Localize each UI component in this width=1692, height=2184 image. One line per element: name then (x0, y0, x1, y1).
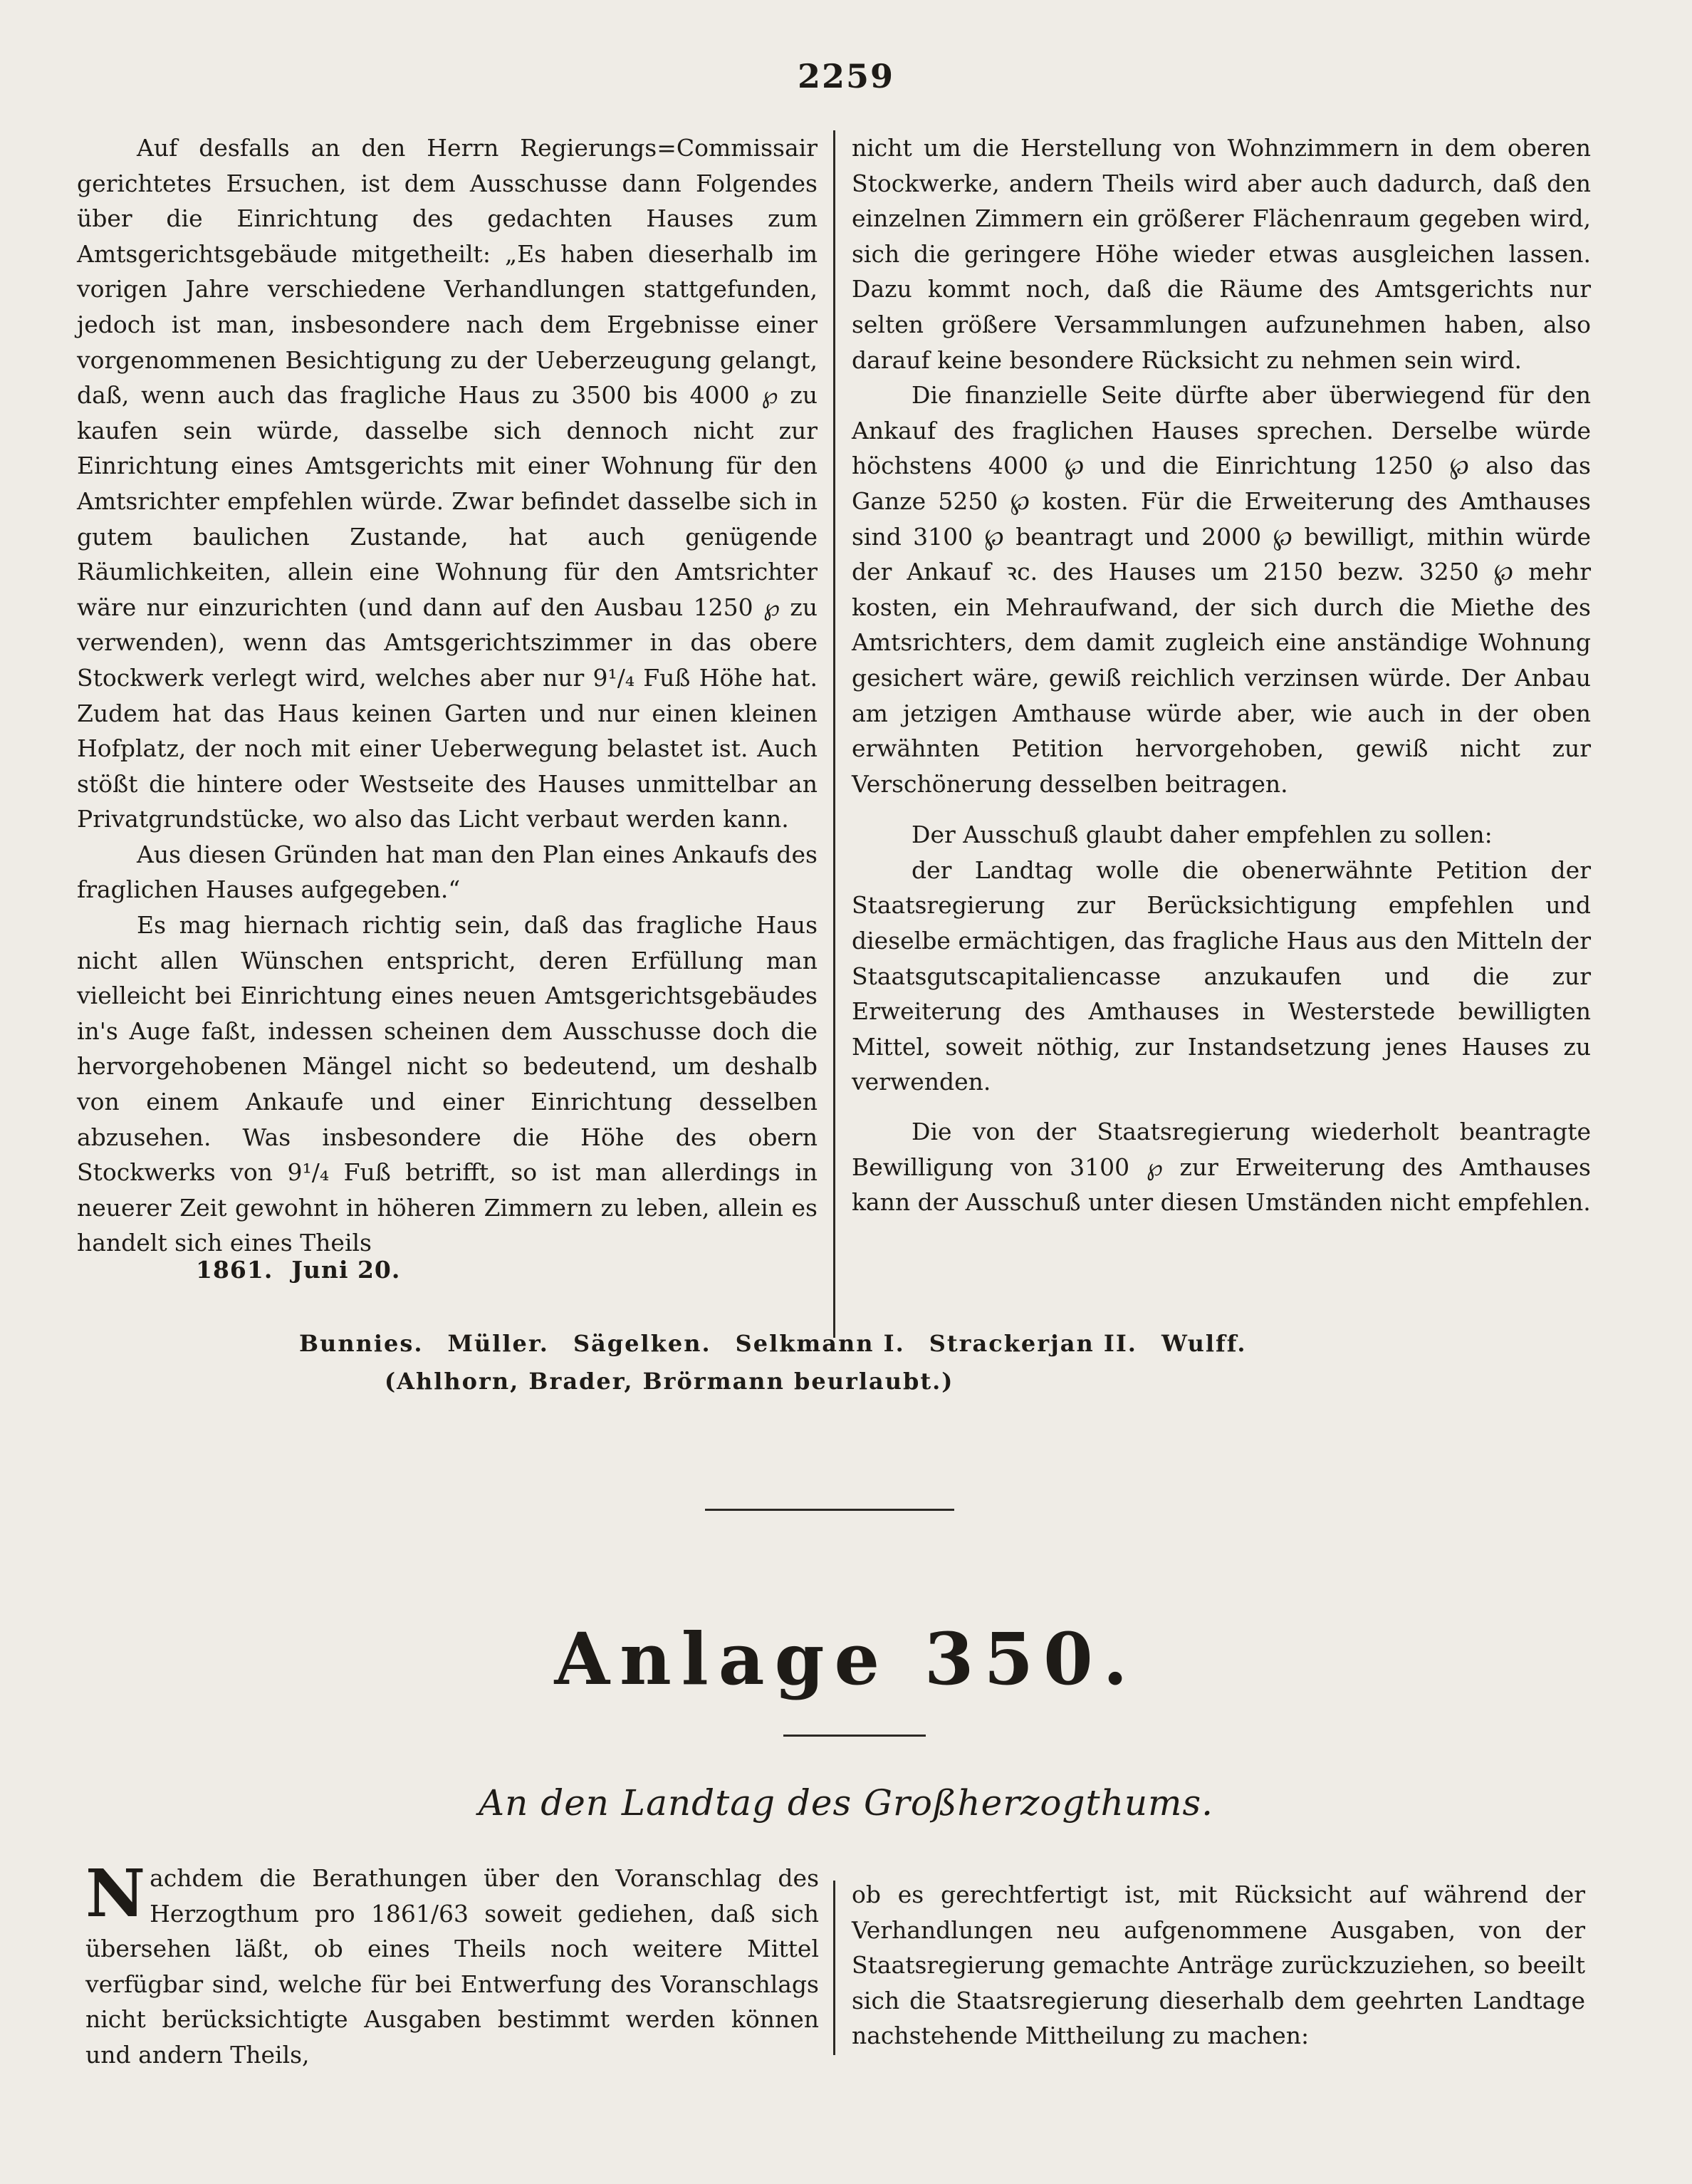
date-line (196, 1256, 419, 1284)
signature: Müller. (447, 1330, 549, 1357)
right-column-bottom (852, 1877, 1585, 2054)
date-day: Juni 20. (291, 1256, 401, 1284)
drop-cap: N (85, 1855, 146, 1932)
column-divider-top (833, 130, 835, 1338)
paragraph: Auf desfalls an den Herrn Regierungs=Commissair gerichtetes Ersuchen, ist dem Ausschusse dann Folgendes über die Einrichtung des gedachten Hauses zum Amtsgerichtsgebäude mitgetheilt: „Es haben dieserhalb im vorigen Jahre verschiedene Verhandlungen stattgefunden, jedoch ist man, insbesondere nach dem Ergebnisse einer vorgenommenen Besichtigung zu der Ueberzeugung gelangt, daß, wenn auch das fragliche Haus zu 3500 bis 4000 ℘ zu kaufen sein würde, dasselbe sich dennoch nicht zur Einrichtung eines Amtsgerichts mit einer Wohnung für den Amtsrichter empfehlen würde. Zwar befindet dasselbe sich in gutem baulichen Zustande, hat auch genügende Räumlichkeiten, allein eine Wohnung für den Amtsrichter wäre nur einzurichten (und dann auf den Ausbau 1250 ℘ zu verwenden), wenn das Amtsgerichtszimmer in das obere Stockwerk verlegt wird, welches aber nur 9¹/₄ Fuß Höhe hat. Zudem hat das Haus keinen Garten und nur einen kleinen Hofplatz, der noch mit einer Ueberwegung belastet ist. Auch stößt die hintere oder Westseite des Hauses unmittelbar an Privatgrundstücke, wo also das Licht verbaut werden kann. (77, 134, 818, 833)
signature-line (299, 1330, 1367, 1357)
signature: Strackerjan II. (929, 1330, 1137, 1357)
paragraph: Es mag hiernach richtig sein, daß das fragliche Haus nicht allen Wünschen entspricht, deren Erfüllung man vielleicht bei Einrichtung eines neuen Amtsgerichtsgebäudes in's Auge faßt, indessen scheinen dem Ausschusse doch die hervorgehobenen Mängel nicht so bedeutend, um deshalb von einem Ankaufe und einer Einrichtung desselben abzusehen. Was insbesondere die Höhe des obern Stockwerks von 9¹/₄ Fuß betrifft, so ist man allerdings in neuerer Zeit gewohnt in höheren Zimmern zu leben, allein es handelt sich eines Theils (77, 911, 818, 1257)
paragraph-text: achdem die Berathungen über den Voranschlag des Herzogthum pro 1861/63 soweit gediehen, daß sich übersehen läßt, ob eines Theils noch weitere Mittel verfügbar sind, welche für bei Entwerfung des Voranschlags nicht berücksichtigte Ausgaben bestimmt werden können und andern Theils, (85, 1864, 819, 2069)
date-year: 1861. (196, 1256, 273, 1284)
column-divider-bottom (833, 1881, 835, 2055)
appendix-subtitle: An den Landtag des Großherzogthums. (478, 1782, 1214, 1824)
appendix-title: Anlage 350. (554, 1617, 1138, 1701)
paragraph: Aus diesen Gründen hat man den Plan eines Ankaufs des fraglichen Hauses aufgegeben.“ (77, 840, 818, 904)
left-column-top (77, 130, 818, 1261)
resolution-paragraph: der Landtag wolle die obenerwähnte Petition der Staatsregierung zur Berücksichtigung empfehlen und dieselbe ermächtigen, das fragliche Haus aus den Mitteln der Staatsgutscapitaliencasse anzukaufen und die zur Erweiterung des Amthauses in Westerstede bewilligten Mittel, soweit nöthig, zur Instandsetzung jenes Hauses zu verwenden. (852, 856, 1591, 1096)
right-column-top (852, 130, 1591, 1220)
opening-paragraph (85, 1855, 819, 2073)
paragraph: Die finanzielle Seite dürfte aber überwiegend für den Ankauf des fraglichen Hauses sprechen. Derselbe würde höchstens 4000 ℘ und die Einrichtung 1250 ℘ also das Ganze 5250 ℘ kosten. Für die Erweiterung des Amthauses sind 3100 ℘ beantragt und 2000 ℘ bewilligt, mithin würde der Ankauf ꝛc. des Hauses um 2150 bezw. 3250 ℘ mehr kosten, ein Mehraufwand, der sich durch die Miethe des Amtsrichters, dem damit zugleich eine anständige Wohnung gesichert wäre, gewiß reichlich verzinsen würde. Der Anbau am jetzigen Amthause würde aber, wie auch in der oben erwähnten Petition hervorgehoben, gewiß nicht zur Verschönerung desselben beitragen. (852, 381, 1591, 798)
signature: Selkmann I. (735, 1330, 905, 1357)
absent-members-line: (Ahlhorn, Brader, Brörmann beurlaubt.) (385, 1368, 954, 1395)
paragraph: Der Ausschuß glaubt daher empfehlen zu sollen: (912, 821, 1493, 849)
signature: Bunnies. (299, 1330, 424, 1357)
separator-rule (705, 1509, 954, 1511)
signature: Wulff. (1161, 1330, 1247, 1357)
title-underline (783, 1735, 926, 1737)
paragraph: ob es gerechtfertigt ist, mit Rücksicht auf während der Verhandlungen neu aufgenommene Ausgaben, von der Staatsregierung gemachte Anträge zurückzuziehen, so beeilt sich die Staatsregierung dieserhalb dem geehrten Landtage nachstehende Mittheilung zu machen: (852, 1881, 1585, 2050)
signature: Sägelken. (573, 1330, 711, 1357)
page-number: 2259 (797, 57, 895, 95)
paragraph: Die von der Staatsregierung wiederholt beantragte Bewilligung von 3100 ℘ zur Erweiterung des Amthauses kann der Ausschuß unter diesen Umständen nicht empfehlen. (852, 1118, 1591, 1217)
paragraph: nicht um die Herstellung von Wohnzimmern in dem oberen Stockwerke, andern Theils wird aber auch dadurch, daß den einzelnen Zimmern ein größerer Flächenraum gegeben wird, sich die geringere Höhe wieder etwas ausgleichen lassen. Dazu kommt noch, daß die Räume des Amtsgerichts nur selten größere Versammlungen aufzunehmen haben, also darauf keine besondere Rücksicht zu nehmen sein wird. (852, 134, 1591, 374)
left-column-bottom (85, 1855, 819, 2073)
